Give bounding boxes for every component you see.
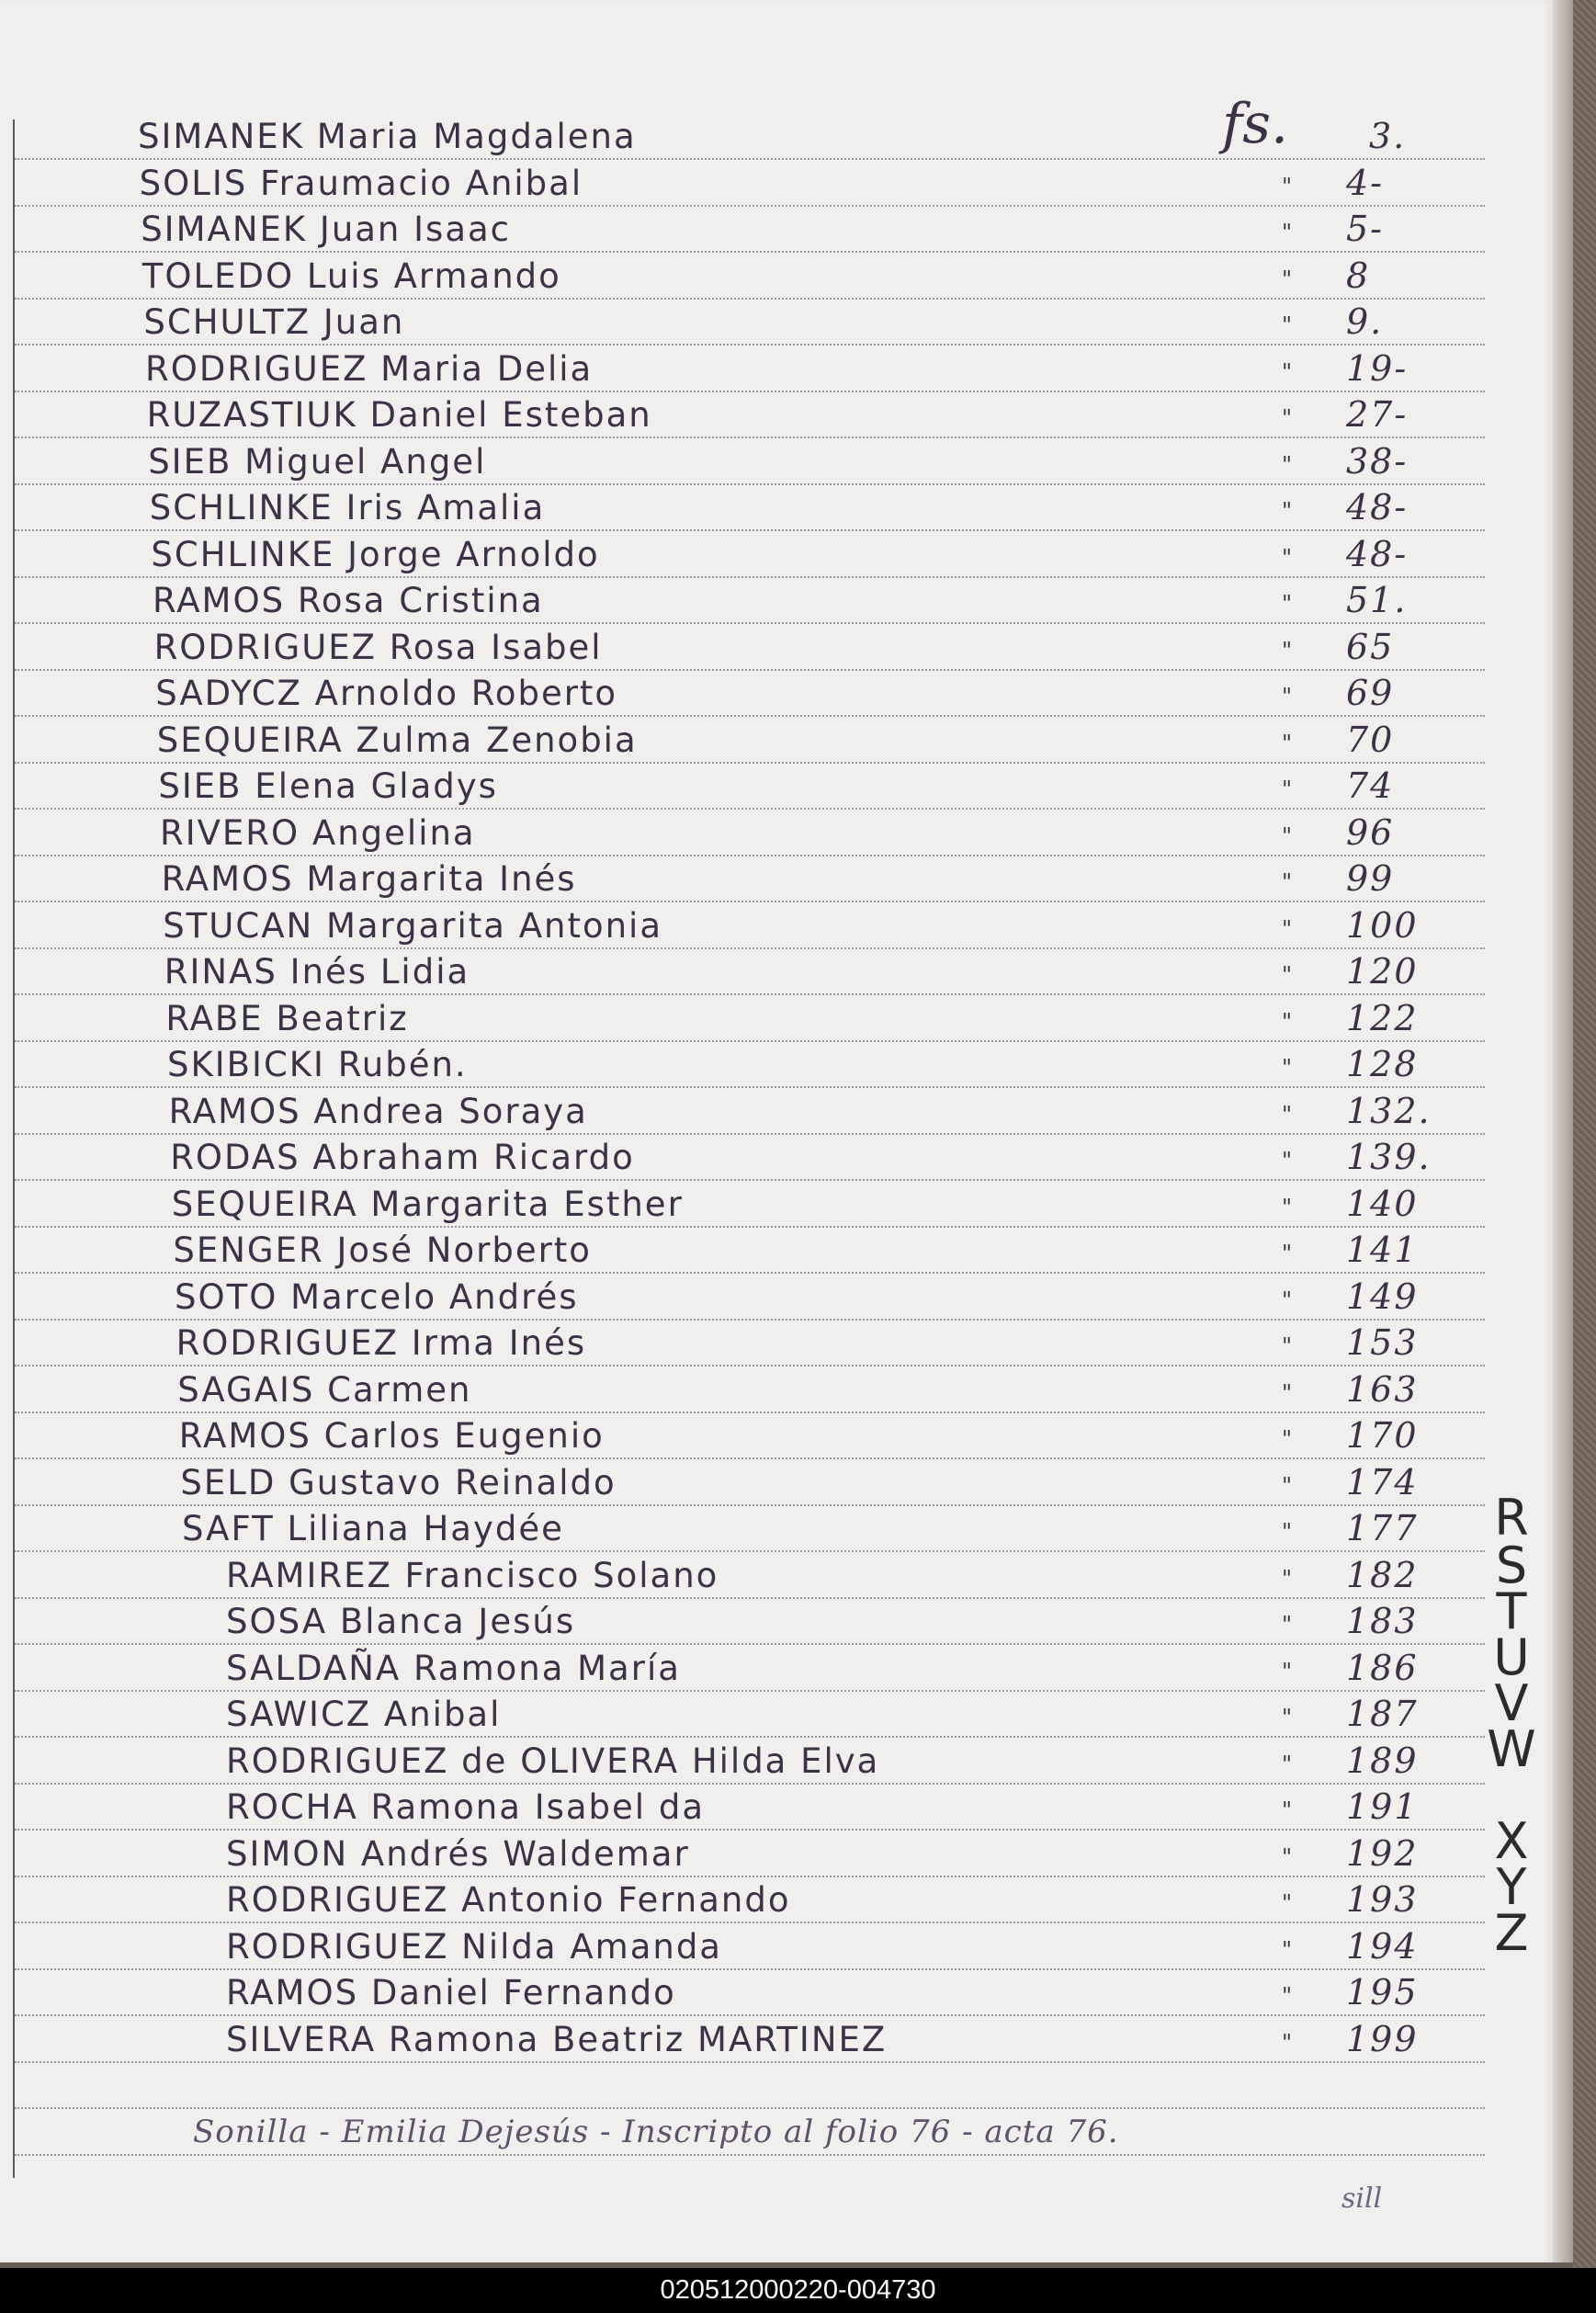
entry-folio: 38-: [1345, 440, 1409, 482]
entry-name: SOSA Blanca Jesús: [226, 1602, 576, 1641]
entry-name: SOLIS Fraumacio Anibal: [139, 163, 583, 203]
entry-name: SAWICZ Anibal: [226, 1695, 502, 1734]
entry-folio: 74: [1345, 765, 1395, 806]
ditto-mark: ": [1281, 1379, 1295, 1406]
page-edge: [1553, 0, 1573, 2262]
ditto-mark: ": [1282, 1519, 1295, 1545]
list-item: [158, 760, 1433, 806]
entry-folio: 120: [1345, 951, 1419, 992]
list-item: [142, 250, 1433, 296]
ditto-mark: ": [1282, 1983, 1295, 2009]
entry-name: SADYCZ Arnoldo Roberto: [155, 674, 618, 713]
entry-folio: 100: [1345, 904, 1419, 946]
ditto-mark: ": [1282, 1797, 1295, 1823]
ruled-line: [15, 2107, 1485, 2109]
entry-name: RODRIGUEZ de OLIVERA Hilda Elva: [226, 1740, 880, 1781]
entry-name: SENGER José Norberto: [173, 1230, 592, 1270]
entry-folio: 141: [1345, 1230, 1419, 1270]
list-item: [175, 1271, 1433, 1317]
list-item: [226, 1828, 1433, 1874]
entry-name: SEQUEIRA Zulma Zenobia: [156, 720, 638, 760]
entry-name: TOLEDO Luis Armando: [141, 255, 561, 296]
ditto-mark: ": [1281, 544, 1295, 571]
list-item: [170, 1131, 1433, 1177]
list-item: [167, 1038, 1433, 1084]
entry-folio: 189: [1346, 1740, 1419, 1781]
entry-name: SCHLINKE Jorge Arnoldo: [151, 534, 600, 574]
list-item: [151, 528, 1433, 574]
entry-folio: 128: [1346, 1044, 1419, 1084]
ditto-mark: ": [1282, 1565, 1295, 1592]
index-letter: V: [1494, 1674, 1529, 1732]
ditto-mark: ": [1281, 730, 1295, 756]
ditto-mark: ": [1281, 1194, 1295, 1220]
list-item: [226, 1642, 1433, 1688]
entry-name: RODRIGUEZ Rosa Isabel: [153, 627, 603, 667]
ditto-mark: ": [1282, 1612, 1295, 1638]
ditto-mark: ": [1282, 1658, 1295, 1684]
entry-name: RAMOS Daniel Fernando: [226, 1973, 676, 2013]
entry-name: SILVERA Ramona Beatriz MARTINEZ: [226, 2019, 888, 2059]
list-item: [154, 621, 1433, 667]
list-item: [143, 296, 1433, 342]
ditto-mark: ": [1281, 173, 1295, 199]
list-item: [150, 482, 1433, 527]
entry-name: RODRIGUEZ Antonio Fernando: [226, 1880, 791, 1920]
list-item: [176, 1317, 1433, 1363]
index-letter: R: [1494, 1489, 1529, 1547]
index-letter: U: [1493, 1628, 1530, 1686]
ditto-mark: ": [1281, 220, 1295, 245]
entry-folio: 19-: [1346, 347, 1409, 389]
entry-name: SIMANEK Juan Isaac: [141, 210, 512, 249]
list-item: [164, 946, 1433, 992]
entry-folio: 3.: [1369, 116, 1407, 156]
entry-folio: 186: [1346, 1647, 1419, 1688]
entry-folio: 8: [1345, 255, 1371, 296]
entry-name: RODRIGUEZ Irma Inés: [175, 1323, 587, 1363]
entry-name: SAFT Liliana Haydée: [182, 1509, 564, 1548]
entry-folio: 70: [1345, 719, 1395, 760]
entry-name: SOTO Marcelo Andrés: [175, 1276, 579, 1317]
signature: sill: [1341, 2183, 1383, 2215]
ditto-mark: ": [1281, 312, 1295, 338]
ditto-mark: ": [1281, 1148, 1295, 1174]
list-item: [153, 574, 1433, 620]
ditto-mark: ": [1282, 1751, 1295, 1777]
ditto-mark: ": [1282, 1287, 1295, 1313]
list-item: [180, 1457, 1433, 1502]
entry-folio: 170: [1345, 1415, 1419, 1456]
ditto-mark: ": [1282, 358, 1295, 385]
list-item: [226, 2013, 1433, 2059]
ditto-mark: ": [1281, 637, 1295, 663]
entry-folio: 194: [1346, 1925, 1419, 1967]
entry-name: RIVERO Angelina: [160, 812, 476, 853]
list-item: [226, 1735, 1433, 1781]
ditto-mark: ": [1282, 1705, 1295, 1730]
ditto-mark: ": [1281, 1241, 1295, 1266]
entry-folio: 177: [1346, 1508, 1419, 1548]
entry-folio: 48-: [1345, 487, 1409, 527]
list-item: [162, 853, 1433, 899]
ditto-mark: ": [1282, 591, 1295, 617]
index-letter: X: [1494, 1812, 1529, 1870]
entry-folio: 153: [1345, 1322, 1419, 1363]
index-letter: Z: [1494, 1904, 1529, 1962]
entry-folio: 163: [1345, 1368, 1419, 1410]
ditto-mark: ": [1281, 869, 1295, 895]
list-item: [160, 807, 1433, 853]
index-letter: T: [1496, 1582, 1527, 1640]
entry-folio: 183: [1346, 1601, 1419, 1641]
ditto-mark: ": [1282, 1843, 1295, 1870]
entry-name: SIEB Miguel Angel: [148, 441, 487, 482]
entry-folio: 193: [1346, 1879, 1419, 1920]
entry-name: ROCHA Ramona Isabel da: [226, 1787, 706, 1827]
ditto-mark: ": [1281, 451, 1295, 478]
list-item: [177, 1364, 1433, 1410]
index-letter: Y: [1496, 1858, 1527, 1916]
entry-folio: 199: [1346, 2018, 1419, 2059]
list-item: [140, 157, 1433, 203]
list-item: [173, 1224, 1433, 1270]
index-letter: W: [1487, 1720, 1536, 1778]
entry-name: SAGAIS Carmen: [177, 1369, 472, 1410]
entry-folio: 191: [1346, 1786, 1419, 1827]
entry-folio: 65: [1345, 626, 1395, 667]
entry-folio: 149: [1346, 1276, 1419, 1317]
entry-folio: 174: [1345, 1461, 1419, 1502]
entry-folio: 96: [1346, 811, 1395, 853]
list-item: [226, 1967, 1433, 2013]
entry-name: RAMOS Carlos Eugenio: [178, 1416, 605, 1456]
entry-name: SKIBICKI Rubén.: [167, 1045, 468, 1084]
list-item: [138, 110, 1433, 156]
ditto-mark: ": [1281, 962, 1295, 988]
entry-name: RAMOS Rosa Cristina: [153, 581, 544, 620]
index-letter: S: [1495, 1536, 1528, 1594]
entry-folio: 139.: [1345, 1137, 1432, 1177]
entry-name: RODRIGUEZ Nilda Amanda: [226, 1926, 722, 1967]
entry-folio: 192: [1346, 1832, 1419, 1874]
list-item: [226, 1781, 1433, 1827]
entry-folio: 132.: [1345, 1090, 1432, 1131]
list-item: [163, 900, 1433, 946]
entry-name: RUZASTIUK Daniel Esteban: [146, 395, 652, 435]
entry-name: RAMIREZ Francisco Solano: [226, 1555, 719, 1595]
ditto-mark: ": [1282, 1890, 1295, 1916]
list-item: [145, 343, 1433, 389]
ditto-mark: ": [1281, 405, 1295, 431]
entry-name: SELD Gustavo Reinaldo: [180, 1462, 617, 1502]
entry-folio: 122: [1345, 997, 1419, 1038]
ditto-mark: ": [1282, 822, 1295, 849]
entry-folio: 187: [1346, 1694, 1419, 1734]
ruled-line: [15, 2061, 1485, 2063]
ditto-mark: ": [1282, 2029, 1295, 2056]
list-item: [179, 1410, 1433, 1456]
ditto-mark: ": [1281, 1008, 1295, 1035]
ditto-mark: ": [1282, 1055, 1295, 1081]
entry-name: RODRIGUEZ Maria Delia: [145, 348, 594, 389]
entry-folio: 27-: [1345, 394, 1409, 435]
list-item: [169, 1085, 1433, 1131]
list-item: [226, 1595, 1433, 1641]
list-item: [226, 1874, 1433, 1920]
binding-cloth: [1573, 0, 1596, 2268]
ruled-line: [15, 2154, 1485, 2156]
entry-name: SCHLINKE Iris Amalia: [149, 488, 546, 527]
list-item: [226, 1549, 1433, 1595]
ditto-mark: ": [1281, 777, 1295, 802]
entry-folio: 99: [1345, 858, 1395, 899]
entry-folio: 69: [1345, 673, 1395, 713]
ditto-mark: ": [1281, 266, 1295, 292]
footnote: Sonilla - Emilia Dejesús - Inscripto al folio 76 - acta 76.: [193, 2114, 1119, 2150]
list-item: [165, 992, 1433, 1038]
list-item: [172, 1178, 1433, 1224]
ditto-mark: ": [1281, 1333, 1295, 1359]
list-item: [182, 1502, 1433, 1548]
entry-name: RAMOS Andrea Soraya: [168, 1091, 588, 1131]
entry-name: SIEB Elena Gladys: [158, 766, 498, 806]
entry-name: SCHULTZ Juan: [143, 302, 405, 342]
ditto-mark: ": [1281, 498, 1295, 524]
list-item: [148, 436, 1433, 482]
list-item: [155, 667, 1433, 713]
ditto-mark: ": [1281, 1101, 1295, 1128]
entry-folio: 5-: [1345, 209, 1385, 249]
list-item: [226, 1921, 1433, 1967]
ditto-mark: ": [1281, 1472, 1295, 1499]
entry-folio: 182: [1346, 1554, 1419, 1595]
list-item: [141, 203, 1433, 249]
list-item: [147, 389, 1433, 435]
entry-name: SIMON Andrés Waldemar: [226, 1833, 690, 1874]
entry-name: SEQUEIRA Margarita Esther: [171, 1184, 684, 1224]
list-item: [226, 1688, 1433, 1734]
folio-prefix: fs.: [1222, 92, 1289, 156]
list-item: [157, 714, 1433, 760]
ditto-mark: ": [1282, 1936, 1295, 1963]
image-caption: 020512000220-004730: [0, 2268, 1596, 2313]
entry-folio: 51.: [1346, 580, 1408, 620]
entry-folio: 195: [1346, 1972, 1419, 2013]
entry-name: RINAS Inés Lidia: [164, 952, 470, 992]
entry-folio: 4-: [1345, 162, 1385, 203]
entry-folio: 48-: [1345, 533, 1409, 574]
entry-folio: 140: [1345, 1183, 1419, 1224]
ditto-mark: ": [1281, 915, 1295, 942]
entry-folio: 9.: [1345, 301, 1384, 342]
entry-name: RABE Beatriz: [165, 998, 409, 1038]
margin-line: [13, 119, 15, 2178]
ditto-mark: ": [1281, 684, 1295, 709]
entry-name: SIMANEK Maria Magdalena: [138, 117, 637, 156]
entry-name: RAMOS Margarita Inés: [161, 859, 577, 899]
entry-name: SALDAÑA Ramona María: [226, 1648, 681, 1688]
entry-name: STUCAN Margarita Antonia: [163, 905, 663, 946]
entry-name: RODAS Abraham Ricardo: [170, 1138, 635, 1177]
ditto-mark: ": [1281, 1426, 1295, 1452]
